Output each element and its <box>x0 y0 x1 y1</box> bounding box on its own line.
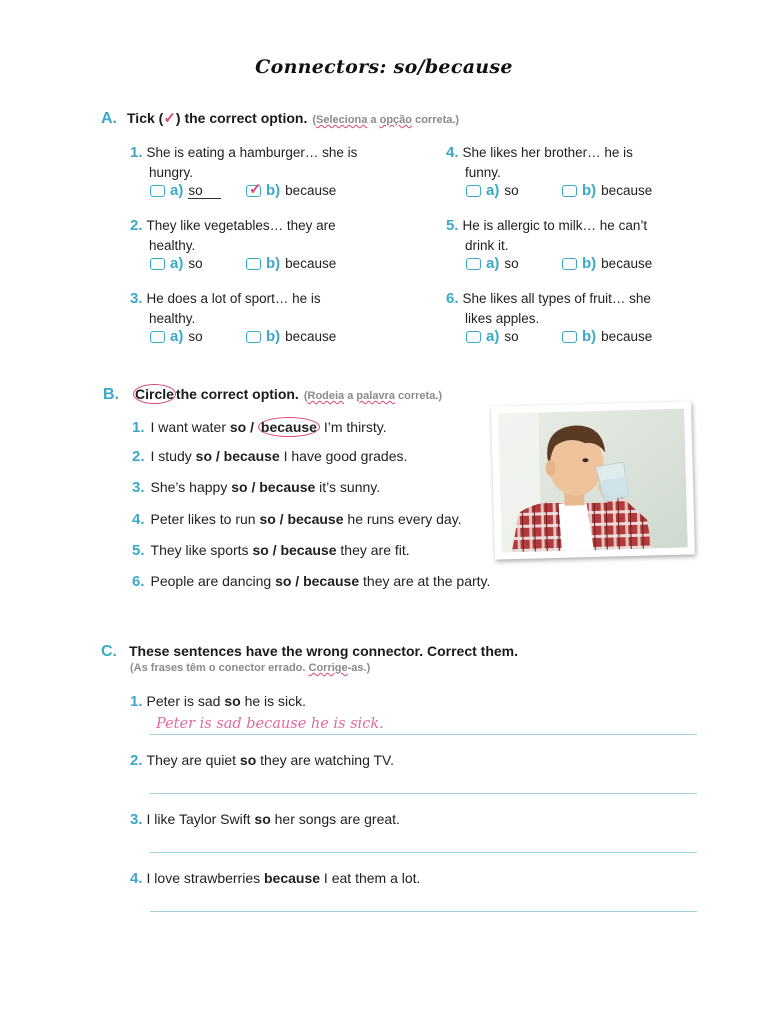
answer-line[interactable] <box>150 793 697 794</box>
sentence-end: they are fit. <box>336 541 410 558</box>
option-b[interactable] <box>246 182 336 199</box>
item-number: 5. <box>446 217 459 234</box>
sentence-start: I love strawberries <box>146 870 264 886</box>
option-text: because <box>601 329 653 344</box>
section-title-post: ) the correct option. <box>175 110 308 126</box>
exercise-b-item <box>132 479 380 496</box>
sentence-start: They are quiet <box>146 752 240 768</box>
sentence-start: I want water <box>150 419 230 435</box>
answer-line[interactable] <box>150 852 697 853</box>
handwritten-answer: Peter is sad because he is sick. <box>156 716 384 732</box>
question-text: He does a lot of sport… he is <box>146 291 321 306</box>
option-a[interactable] <box>150 182 246 199</box>
checkbox[interactable] <box>466 185 481 197</box>
option-letter: a) <box>170 328 184 345</box>
option-letter: b) <box>266 182 281 199</box>
question-text-cont: likes apples. <box>465 310 540 326</box>
item-number: 3. <box>130 290 143 307</box>
checkbox[interactable] <box>246 258 261 270</box>
checkbox[interactable] <box>150 258 165 270</box>
checkbox[interactable] <box>150 331 165 343</box>
item-number: 3. <box>132 479 145 497</box>
item-number: 6. <box>132 573 145 590</box>
option-b[interactable] <box>562 182 652 199</box>
option-a[interactable] <box>150 255 246 272</box>
item-number: 2. <box>130 752 143 769</box>
question-text-cont: healthy. <box>149 237 196 253</box>
page-title: Connectors: so/because <box>255 56 513 78</box>
option-letter: a) <box>170 182 184 199</box>
question-text-cont: hungry. <box>149 164 194 180</box>
sentence-end: I have good grades. <box>279 448 408 465</box>
connector-word: because <box>264 870 321 886</box>
option-letter: b) <box>582 255 597 272</box>
option-so[interactable]: so <box>195 448 212 465</box>
section-title: These sentences have the wrong connector. Correct them. <box>129 643 518 659</box>
option-letter: a) <box>170 255 184 272</box>
option-a[interactable] <box>150 328 246 345</box>
option-text: so <box>188 329 203 344</box>
boy-drinking-water-photo <box>491 401 695 559</box>
sentence-start: Peter is sad <box>146 693 225 709</box>
option-letter: b) <box>266 328 281 345</box>
checkbox[interactable] <box>466 331 481 343</box>
section-letter: A. <box>101 110 117 127</box>
option-letter: b) <box>582 182 597 199</box>
option-separator: / <box>291 573 304 589</box>
answer-line[interactable] <box>150 911 697 912</box>
exercise-b-item <box>132 417 387 437</box>
question-text-cont: healthy. <box>149 310 196 326</box>
option-text: because <box>601 183 653 198</box>
sentence-start: She’s happy <box>150 479 232 496</box>
option-separator: / <box>268 541 281 558</box>
option-b[interactable] <box>246 255 336 272</box>
question-text: He is allergic to milk… he can’t <box>462 218 648 233</box>
option-letter: a) <box>486 255 500 272</box>
section-title-circled: Circle <box>135 386 174 402</box>
option-so[interactable]: so <box>229 419 247 435</box>
item-number: 6. <box>446 290 459 307</box>
exercise-a-item <box>446 143 652 199</box>
option-text: because <box>285 256 337 271</box>
item-number: 1. <box>130 144 143 161</box>
option-a[interactable] <box>466 255 562 272</box>
exercise-c-item <box>130 811 400 828</box>
option-text: so <box>188 256 203 271</box>
sentence-start: They like sports <box>150 541 253 558</box>
option-text: because <box>285 183 337 198</box>
option-letter: b) <box>582 328 597 345</box>
option-text: so <box>504 183 519 198</box>
item-number: 3. <box>130 811 143 828</box>
option-text: so <box>188 183 220 199</box>
photo-illustration <box>498 409 688 553</box>
sentence-end: her songs are great. <box>270 811 400 827</box>
item-number: 2. <box>132 448 145 466</box>
answer-line[interactable] <box>150 734 697 735</box>
connector-word: so <box>239 752 257 768</box>
option-because[interactable]: because <box>259 479 316 496</box>
option-separator: / <box>212 448 224 465</box>
question-text: She likes her brother… he is <box>462 145 633 160</box>
sentence-end: it’s sunny. <box>315 479 381 496</box>
option-b[interactable] <box>562 255 652 272</box>
option-letter: a) <box>486 182 500 199</box>
sentence-start: Peter likes to run <box>150 510 260 527</box>
option-because[interactable]: because <box>303 573 360 589</box>
option-so[interactable]: so <box>275 573 292 589</box>
sentence-start: People are dancing <box>150 573 276 589</box>
sentence-end: I’m thirsty. <box>319 419 387 435</box>
exercise-b-item <box>132 542 410 559</box>
item-number: 4. <box>446 144 459 161</box>
exercise-c-item <box>130 752 394 769</box>
option-text: because <box>601 256 653 271</box>
section-c-header <box>101 643 518 661</box>
section-a-header <box>101 109 459 128</box>
section-note: (Seleciona a opção correta.) <box>312 114 460 126</box>
option-because[interactable]: because <box>280 541 337 558</box>
option-because[interactable]: because <box>287 510 344 527</box>
option-so[interactable]: so <box>252 541 269 558</box>
item-number: 4. <box>132 510 145 528</box>
option-so[interactable]: so <box>259 510 276 527</box>
exercise-a-item <box>130 216 336 272</box>
section-letter: C. <box>101 643 117 660</box>
checkbox[interactable] <box>466 258 481 270</box>
option-letter: a) <box>486 328 500 345</box>
option-separator: / <box>275 510 288 527</box>
sentence-end: I eat them a lot. <box>320 870 421 886</box>
option-because[interactable]: because <box>223 448 280 465</box>
section-note: (Rodeia a palavra correta.) <box>303 390 443 402</box>
connector-word: so <box>254 811 271 827</box>
option-text: so <box>504 329 519 344</box>
question-text: She likes all types of fruit… she <box>462 291 651 306</box>
item-number: 2. <box>130 217 143 234</box>
option-b[interactable] <box>562 328 652 345</box>
exercise-c-item <box>130 693 306 710</box>
section-note: (As frases têm o conector errado. Corrige-as.) <box>130 662 371 674</box>
exercise-a-item <box>446 216 652 272</box>
option-text: so <box>504 256 519 271</box>
item-number: 4. <box>130 870 143 887</box>
checkbox[interactable] <box>150 185 165 197</box>
option-a[interactable] <box>466 328 562 345</box>
option-text: because <box>285 329 337 344</box>
sentence-start: I study <box>150 448 196 465</box>
sentence-end: they are at the party. <box>359 573 491 589</box>
checkbox[interactable] <box>246 180 262 198</box>
checkbox[interactable] <box>562 258 577 270</box>
section-b-header <box>103 384 442 404</box>
question-text-cont: funny. <box>465 164 501 180</box>
section-title-rest: the correct option. <box>175 386 299 402</box>
option-letter: b) <box>266 255 281 272</box>
section-title-pre: Tick ( <box>127 110 164 126</box>
exercise-b-item <box>132 511 462 528</box>
question-text-cont: drink it. <box>465 237 509 253</box>
sentence-end: they are watching TV. <box>256 752 395 768</box>
question-text: She is eating a hamburger… she is <box>146 145 358 160</box>
exercise-b-item <box>132 448 407 465</box>
exercise-c-item <box>130 870 420 887</box>
exercise-a-item <box>130 289 336 345</box>
sentence-start: I like Taylor Swift <box>146 811 255 827</box>
exercise-a-item <box>446 289 652 345</box>
item-number: 5. <box>132 541 145 559</box>
checkmark-icon: ✓ <box>249 180 262 198</box>
connector-word: so <box>224 693 241 709</box>
option-because[interactable]: because <box>258 417 320 437</box>
option-a[interactable] <box>466 182 562 199</box>
section-letter: B. <box>103 386 119 403</box>
exercise-a-item <box>130 143 357 199</box>
item-number: 1. <box>130 693 143 710</box>
sentence-end: he is sick. <box>240 693 307 709</box>
checkbox[interactable] <box>562 185 577 197</box>
sentence-end: he runs every day. <box>343 510 462 527</box>
option-b[interactable] <box>246 328 336 345</box>
option-so[interactable]: so <box>231 479 248 496</box>
checkmark-icon: ✓ <box>163 110 176 127</box>
option-separator: / <box>247 479 260 496</box>
exercise-b-item <box>132 573 490 590</box>
option-separator: / <box>246 419 258 435</box>
checkbox[interactable] <box>562 331 577 343</box>
item-number: 1. <box>132 419 145 436</box>
checkbox[interactable] <box>246 331 261 343</box>
question-text: They like vegetables… they are <box>146 218 336 233</box>
